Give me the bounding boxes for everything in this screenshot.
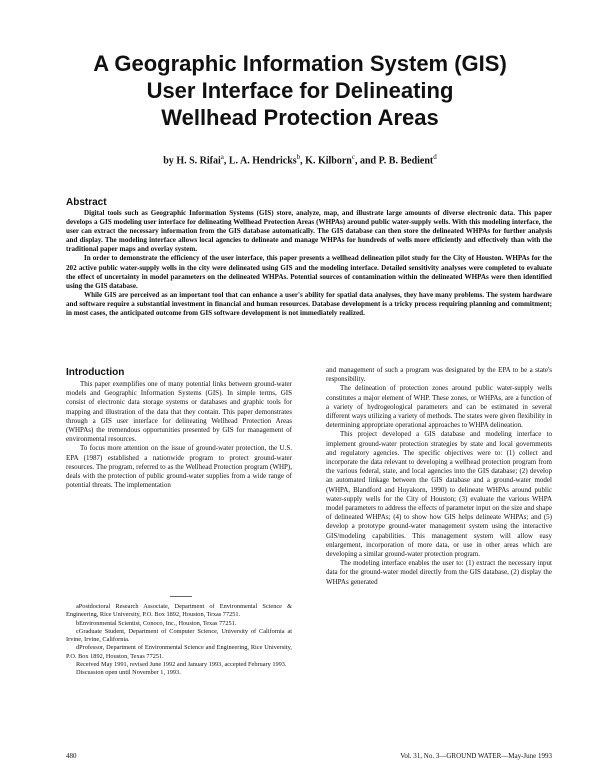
author-1-mark: a [220,153,224,161]
author-4-mark: d [433,153,437,161]
author-1: H. S. Rifai [176,155,221,167]
discussion-note: Discussion open until November 1, 1993. [76,669,181,677]
col2-paragraph-1: and management of such a program was designated by the EPA to be a state's responsibility. [326,366,552,384]
abstract-heading: Abstract [66,197,107,208]
author-2-mark: b [296,153,301,161]
abstract-paragraph-3: While GIS are perceived as an important tool that can enhance a user's ability for spatial data analyses, they have many problems. The system hardware and software require a substantial investment in financial and human resources. Database development is a tricky process requiring planning and commitment; in most cases, the anticipated outcome from GIS software development is not immediately realized. [66,290,552,318]
title-line-1: A Geographic Information System (GIS) [93,51,507,76]
col2-paragraph-4: The modeling interface enables the user to: (1) extract the necessary input data for the ground-water model directly from the GIS database, (2) display the WHPAs generated [326,559,552,586]
title-line-3: Wellhead Protection Areas [161,105,439,130]
author-3: K. Kilborn [305,155,352,167]
right-column [326,366,552,587]
author-list: by H. S. Rifai$^a$, L. A. Hendricks$^b$, K. Kilborn$^c$, and P. B. Bedient$^d$ [163,153,437,167]
col2-paragraph-3: This project developed a GIS database and modeling interface to implement ground-water protection strategies by state and local governments and regulatory agencies. The specific objectives were to: (1) collect and incorporate the data relevant to developing a wellhead protection program from the various federal, state, and local agencies into the GIS database; (2) develop an automated linkage between the GIS database and a ground-water model (WHPA, Blandford and Huyakorn, 1990) to delineate WHPAs around public water-supply wells for the City of Houston; (3) evaluate the various WHPA model parameters to address the effects of parameter input on the size and shape of delineated WHPAs; (4) to show how GIS helps delineate WHPAs; and (5) develop a prototype ground-water management system using the interactive GIS/modeling capabilities. This management system will allow easy enlargement, incorporation of more data, or use in other areas which are developing a similar ground-water protection program. [326,430,552,559]
journal-footer: Vol. 31, No. 3—GROUND WATER—May-June 1993 [400,752,552,760]
received-note: Received May 1991, revised June 1992 and January 1993, accepted February 1993. [76,661,287,669]
footnote-rule [170,596,192,597]
author-3-mark: c [351,153,355,161]
paper-title [60,50,540,131]
abstract-paragraph-1: Digital tools such as Geographic Information Systems (GIS) store, analyze, map, and illustrate large amounts of diverse electronic data. This paper develops a GIS modeling user interface for delineating Wellhead Protection Areas (WHPAs) around public water-supply wells. With this modeling interface, the user can extract the necessary information from the GIS database automatically. The GIS database can then store the delineated WHPAs for further analysis and display. The modeling interface allows local agencies to delineate and manage WHPAs for hundreds of wells more efficiently and effectively than with the traditional paper maps and overlay system. [66,209,552,254]
introduction-heading: Introduction [66,367,125,378]
author-2: L. A. Hendricks [228,155,297,167]
title-line-2: User Interface for Delineating [146,78,454,103]
footnote-d: dProfessor, Department of Environmental Science and Engineering, Rice University, P.O. Box 1892, Houston, Texas 77251. [66,644,292,660]
footnote-b: bEnvironmental Scientist, Conoco, Inc., Houston, Texas 77251. [76,619,237,627]
by-label: by [163,155,174,167]
author-4: P. B. Bedient [378,155,434,167]
intro-paragraph-1: This paper exemplifies one of many potential links between ground-water models and Geographic Information Systems (GIS). In simple terms, GIS consist of electronic data storage systems or databases and graphic tools for mapping and illustration of the data that they contain. This paper demonstrates through a GIS user interface for delineating Wellhead Protection Areas (WHPAs) the tremendous opportunities presented by GIS for management of environmental resources. [66,380,292,444]
page-number: 480 [66,752,77,760]
left-column [66,366,292,490]
abstract-paragraph-2: In order to demonstrate the efficiency of the user interface, this paper presents a wellhead delineation pilot study for the City of Houston. WHPAs for the 202 active public water-supply wells in the city were delineated using GIS and the modeling interface. Detailed sensitivity analyses were completed to evaluate the effect of uncertainty in model parameters on the delineated WHPAs. Potential sources of contamination within the delineated WHPAs were then identified using the GIS database. [66,254,552,290]
intro-paragraph-2: To focus more attention on the issue of ground-water protection, the U.S. EPA (1987) established a nationwide program to protect ground-water resources. The program, referred to as the Wellhead Protection program (WHP), deals with the protection of public ground-water supplies from a wide range of potential threats. The implementation [66,444,292,490]
col2-paragraph-2: The delineation of protection zones around public water-supply wells constitutes a major element of WHP. These zones, or WHPAs, are a function of a variety of hydrogeological parameters and can be estimated in several different ways utilizing a variety of methods. The states were given flexibility in determining appropriate operational approaches to WHPA delineation. [326,384,552,430]
abstract-body [66,209,552,318]
footnote-c: cGraduate Student, Department of Computer Science, University of California at Irvine, Irvine, California. [66,627,292,644]
footnote-a: aPostdoctoral Research Associate, Department of Environmental Science & Engineering, Rice University, P.O. Box 1892, Houston, Texas 77251. [66,603,292,619]
footnotes [66,603,292,678]
